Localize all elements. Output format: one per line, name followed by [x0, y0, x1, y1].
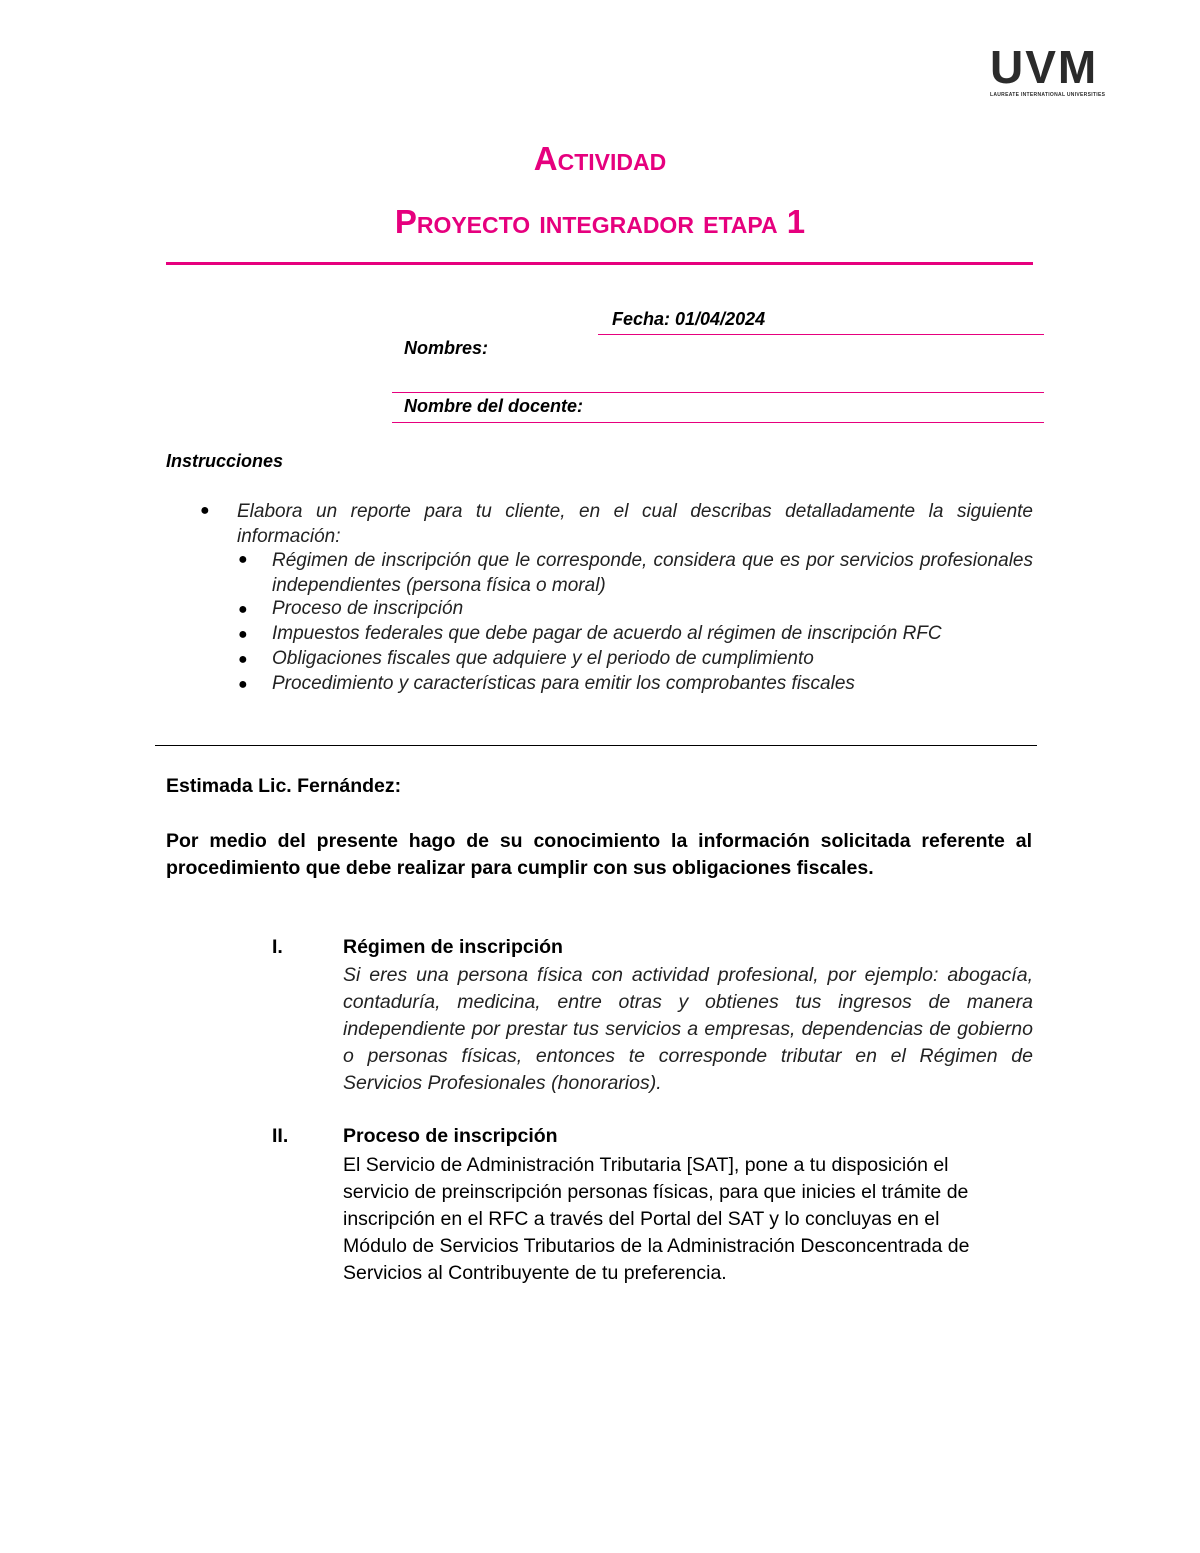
letter-intro: Por medio del presente hago de su conocimiento la información solicitada referente al procedimiento que debe realizar para cumplir con sus obligaciones fiscales. — [166, 830, 1032, 879]
docente-underline — [392, 422, 1044, 423]
logo-tagline: LAUREATE INTERNATIONAL UNIVERSITIES — [990, 92, 1106, 98]
section-line: servicio de preinscripción personas físicas, para que inicies el trámite de — [343, 1181, 969, 1203]
instruction-item: Procedimiento y características para emitir los comprobantes fiscales — [272, 673, 855, 694]
nombres-label: Nombres: — [404, 338, 489, 358]
section-number: II. — [272, 1125, 289, 1147]
instructions-heading: Instrucciones — [166, 451, 284, 471]
section-title: Proceso de inscripción — [343, 1125, 558, 1147]
bullet-icon: ● — [238, 626, 248, 643]
section-body: Si eres una persona física con actividad profesional, por ejemplo: abogacía, contaduría, medicina, entre otras y obtienes tus ingresos de manera independiente por prestar tus servicios a empresas, dependencias de gobierno o personas físicas, entonces te corresponde tributar en el Régimen de Servicios Profesionales (honorarios). — [343, 964, 1033, 1094]
section-line: Módulo de Servicios Tributarios de la Administración Desconcentrada de — [343, 1235, 970, 1257]
section-title: Régimen de inscripción — [343, 936, 563, 958]
bullet-icon: ● — [238, 676, 248, 693]
title-divider — [166, 262, 1033, 265]
section-line: inscripción en el RFC a través del Portal del SAT y lo concluyas en el — [343, 1208, 940, 1230]
fecha-underline — [598, 334, 1044, 335]
bullet-icon: ● — [238, 601, 248, 618]
bullet-icon: ● — [238, 551, 248, 568]
section-line: El Servicio de Administración Tributaria [SAT], pone a tu disposición el — [343, 1154, 949, 1176]
logo-text: UVM — [990, 41, 1099, 93]
instruction-item: Impuestos federales que debe pagar de acuerdo al régimen de inscripción RFC — [272, 623, 942, 644]
bullet-icon: ● — [238, 651, 248, 668]
nombres-underline — [392, 392, 1044, 393]
instructions-main: Elabora un reporte para tu cliente, en el cual describas detalladamente la siguiente información: — [237, 501, 1033, 547]
section-body — [343, 1152, 1033, 1287]
instruction-item: Obligaciones fiscales que adquiere y el periodo de cumplimiento — [272, 648, 814, 669]
instruction-item: Régimen de inscripción que le corresponde, considera que es por servicios profesionales independientes (persona física o moral) — [272, 550, 1033, 596]
bullet-icon: ● — [200, 502, 210, 519]
page-title: Actividad — [533, 140, 667, 177]
section-divider — [155, 745, 1037, 746]
docente-label: Nombre del docente: — [404, 396, 584, 416]
letter-greeting: Estimada Lic. Fernández: — [166, 775, 402, 797]
section-line: Servicios al Contribuyente de tu preferencia. — [343, 1262, 727, 1284]
fecha-field: Fecha: 01/04/2024 — [612, 309, 766, 329]
section-number: I. — [272, 936, 283, 958]
uvm-logo — [990, 41, 1114, 98]
instruction-item: Proceso de inscripción — [272, 598, 464, 619]
page-subtitle: Proyecto integrador etapa 1 — [394, 203, 806, 240]
